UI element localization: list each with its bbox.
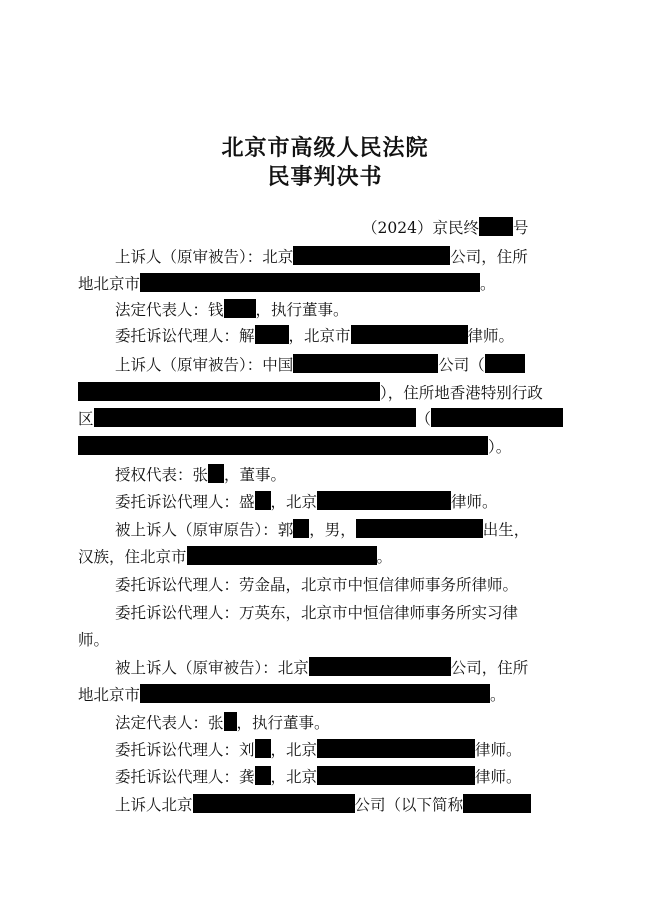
redaction [317, 766, 475, 785]
text: 委托诉讼代理人：龚 [115, 768, 255, 786]
redaction [94, 408, 416, 427]
case-number-prefix: （2024）京民终 [362, 219, 479, 237]
text: 公司，住所 [450, 659, 529, 677]
redaction [140, 273, 480, 292]
text: ，男， [309, 521, 356, 539]
redaction [224, 299, 256, 318]
party-line [115, 655, 528, 681]
text: 地北京市 [78, 275, 141, 293]
text: ，董事。 [224, 466, 287, 484]
text: 律师。 [451, 493, 498, 511]
party-line [115, 323, 514, 349]
redaction [255, 766, 271, 785]
party-line [115, 244, 528, 270]
text: 法定代表人：张 [115, 714, 224, 732]
redaction [309, 657, 451, 676]
text: ，北京 [270, 493, 318, 511]
text: 出生， [482, 521, 530, 539]
party-line [115, 792, 531, 818]
party-line [115, 764, 522, 790]
redaction [140, 684, 490, 703]
text: （ [415, 410, 432, 428]
redaction [255, 325, 289, 344]
text: 上诉人（原审被告）：中国 [115, 356, 294, 374]
text: ）。 [488, 438, 512, 456]
party-line [78, 434, 511, 460]
text: 委托诉讼代理人：解 [115, 327, 255, 345]
text: 委托诉讼代理人：盛 [115, 493, 255, 511]
redaction [255, 739, 271, 758]
party-line: 委托诉讼代理人：万英东，北京市中恒信律师事务所实习律 [115, 604, 519, 622]
party-line [115, 517, 529, 543]
party-line [115, 489, 498, 515]
text: ，执行董事。 [236, 714, 330, 732]
text: 被上诉人（原审被告）：北京 [115, 659, 309, 677]
document-type: 民事判决书 [267, 164, 383, 190]
redaction [479, 217, 513, 236]
text: 公司（ [438, 356, 485, 374]
text: 地北京市 [78, 686, 141, 704]
text: 律师。 [467, 327, 515, 345]
redaction [356, 519, 483, 538]
text: 公司，住所 [450, 248, 528, 266]
text: ，北京 [270, 741, 318, 759]
redaction [193, 794, 355, 813]
court-name: 北京市高级人民法院 [221, 135, 429, 161]
party-line [115, 710, 330, 736]
redaction [293, 354, 438, 373]
redaction [208, 464, 224, 483]
text: 汉族，住北京市 [78, 548, 187, 566]
redaction [187, 546, 377, 565]
text: 委托诉讼代理人：刘 [115, 741, 255, 759]
party-line: 委托诉讼代理人：劳金晶，北京市中恒信律师事务所律师。 [115, 576, 519, 594]
party-line [78, 406, 563, 432]
text: 上诉人北京 [115, 796, 193, 814]
case-number-suffix: 号 [512, 219, 529, 237]
redaction [431, 408, 563, 427]
redaction [293, 246, 450, 265]
redaction [351, 325, 468, 344]
party-line [78, 544, 392, 570]
redaction [485, 354, 525, 373]
redaction [78, 382, 380, 401]
text: 法定代表人：钱 [115, 301, 224, 319]
text: 公司（以下简称 [354, 796, 464, 814]
redaction [78, 436, 488, 455]
party-line [115, 462, 286, 488]
text: 律师。 [475, 768, 522, 786]
redaction [463, 794, 531, 813]
case-number [362, 215, 528, 241]
party-line: 师。 [78, 631, 110, 649]
redaction [293, 519, 309, 538]
text: 上诉人（原审被告）：北京 [115, 248, 294, 266]
text: 授权代表：张 [115, 466, 209, 484]
text: 区 [78, 410, 94, 428]
party-line [115, 737, 522, 763]
text: 被上诉人（原审原告）：郭 [115, 521, 294, 539]
redaction [317, 491, 451, 510]
text: ，北京 [270, 768, 318, 786]
redaction [224, 712, 237, 731]
party-line [78, 380, 543, 406]
text: 。 [490, 686, 506, 704]
text: ，执行董事。 [255, 301, 349, 319]
redaction [317, 739, 475, 758]
text: ，北京市 [288, 327, 351, 345]
redaction [255, 491, 271, 510]
text: 。 [376, 548, 393, 566]
party-line [115, 297, 349, 323]
party-line [115, 352, 525, 378]
party-line [78, 682, 506, 708]
text: 。 [480, 275, 496, 293]
text: 律师。 [475, 741, 522, 759]
party-line [78, 271, 496, 297]
text: ），住所地香港特别行政 [380, 384, 543, 402]
